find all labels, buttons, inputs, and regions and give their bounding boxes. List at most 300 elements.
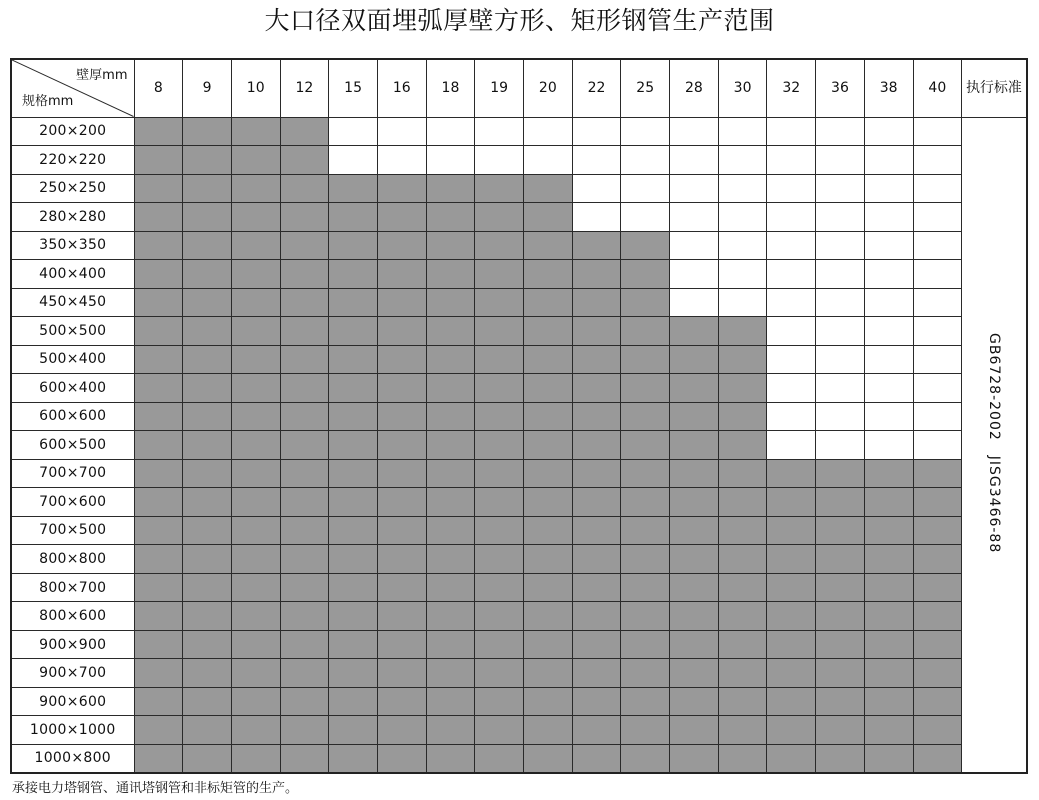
available-cell [329,288,378,317]
available-cell [475,231,524,260]
unavailable-cell [816,203,865,232]
available-cell [767,716,816,745]
available-cell [134,203,183,232]
size-cell: 220×220 [11,146,134,175]
available-cell [475,431,524,460]
available-cell [475,174,524,203]
available-cell [329,659,378,688]
unavailable-cell [718,146,767,175]
unavailable-cell [718,203,767,232]
unavailable-cell [864,402,913,431]
available-cell [134,516,183,545]
available-cell [572,716,621,745]
available-cell [572,402,621,431]
available-cell [767,744,816,773]
available-cell [231,488,280,517]
thickness-header: 38 [864,59,913,117]
unavailable-cell [816,345,865,374]
available-cell [231,203,280,232]
unavailable-cell [913,345,962,374]
available-cell [183,317,232,346]
available-cell [183,203,232,232]
table-row [11,488,1027,517]
available-cell [231,402,280,431]
standard-cell [962,117,1027,773]
available-cell [183,545,232,574]
table-row [11,659,1027,688]
available-cell [913,459,962,488]
table-row [11,174,1027,203]
table-row [11,459,1027,488]
available-cell [621,545,670,574]
available-cell [621,744,670,773]
available-cell [572,488,621,517]
unavailable-cell [767,402,816,431]
available-cell [329,402,378,431]
unavailable-cell [377,117,426,146]
available-cell [183,146,232,175]
available-cell [524,516,573,545]
available-cell [475,374,524,403]
available-cell [280,716,329,745]
available-cell [816,488,865,517]
available-cell [329,174,378,203]
available-cell [913,716,962,745]
available-cell [231,431,280,460]
available-cell [572,630,621,659]
available-cell [572,317,621,346]
available-cell [426,630,475,659]
available-cell [621,573,670,602]
available-cell [183,288,232,317]
available-cell [816,602,865,631]
unavailable-cell [816,117,865,146]
available-cell [670,744,719,773]
available-cell [621,288,670,317]
unavailable-cell [572,117,621,146]
available-cell [572,431,621,460]
available-cell [183,687,232,716]
available-cell [913,573,962,602]
available-cell [377,317,426,346]
unavailable-cell [767,288,816,317]
available-cell [670,687,719,716]
available-cell [670,545,719,574]
unavailable-cell [913,374,962,403]
table-row [11,146,1027,175]
available-cell [134,488,183,517]
available-cell [329,431,378,460]
thickness-header: 19 [475,59,524,117]
available-cell [134,573,183,602]
size-cell: 280×280 [11,203,134,232]
available-cell [280,659,329,688]
size-cell: 700×600 [11,488,134,517]
table-row [11,431,1027,460]
available-cell [231,345,280,374]
available-cell [280,687,329,716]
available-cell [183,744,232,773]
available-cell [280,431,329,460]
available-cell [426,345,475,374]
unavailable-cell [670,117,719,146]
available-cell [426,203,475,232]
available-cell [572,744,621,773]
standard-header: 执行标准 [962,59,1027,117]
available-cell [426,659,475,688]
available-cell [134,231,183,260]
size-cell: 450×450 [11,288,134,317]
available-cell [280,402,329,431]
available-cell [718,431,767,460]
available-cell [864,573,913,602]
available-cell [670,630,719,659]
available-cell [134,630,183,659]
standard-text: GB6728-2002 JISG3466-88 [985,333,1002,554]
available-cell [475,459,524,488]
available-cell [524,288,573,317]
table-row [11,744,1027,773]
table-row [11,630,1027,659]
available-cell [183,516,232,545]
available-cell [524,374,573,403]
unavailable-cell [913,174,962,203]
unavailable-cell [864,203,913,232]
available-cell [816,716,865,745]
unavailable-cell [621,117,670,146]
unavailable-cell [913,203,962,232]
available-cell [183,374,232,403]
thickness-header: 40 [913,59,962,117]
available-cell [183,231,232,260]
available-cell [377,174,426,203]
thickness-header: 20 [524,59,573,117]
available-cell [280,231,329,260]
available-cell [475,545,524,574]
available-cell [718,516,767,545]
available-cell [524,231,573,260]
available-cell [134,288,183,317]
unavailable-cell [913,260,962,289]
available-cell [280,630,329,659]
available-cell [864,630,913,659]
available-cell [864,545,913,574]
available-cell [183,630,232,659]
unavailable-cell [767,260,816,289]
table-row [11,716,1027,745]
available-cell [134,716,183,745]
available-cell [475,317,524,346]
size-cell: 400×400 [11,260,134,289]
available-cell [524,317,573,346]
available-cell [231,516,280,545]
thickness-header: 10 [231,59,280,117]
available-cell [231,545,280,574]
table-row [11,573,1027,602]
thickness-header: 36 [816,59,865,117]
available-cell [621,659,670,688]
available-cell [183,260,232,289]
unavailable-cell [767,431,816,460]
unavailable-cell [864,146,913,175]
available-cell [231,260,280,289]
size-cell: 600×500 [11,431,134,460]
size-cell: 700×500 [11,516,134,545]
available-cell [718,374,767,403]
available-cell [231,716,280,745]
available-cell [475,345,524,374]
available-cell [572,231,621,260]
available-cell [426,488,475,517]
available-cell [377,231,426,260]
available-cell [134,459,183,488]
unavailable-cell [718,260,767,289]
size-label: 规格mm [22,93,74,109]
available-cell [718,345,767,374]
size-cell: 700×700 [11,459,134,488]
available-cell [718,317,767,346]
available-cell [183,117,232,146]
unavailable-cell [864,431,913,460]
available-cell [280,117,329,146]
available-cell [621,374,670,403]
available-cell [134,687,183,716]
available-cell [572,687,621,716]
available-cell [572,459,621,488]
available-cell [280,203,329,232]
table-row [11,345,1027,374]
available-cell [475,488,524,517]
available-cell [426,602,475,631]
available-cell [377,203,426,232]
available-cell [524,573,573,602]
available-cell [475,260,524,289]
available-cell [864,602,913,631]
size-cell: 800×800 [11,545,134,574]
available-cell [524,203,573,232]
available-cell [670,659,719,688]
available-cell [329,345,378,374]
available-cell [231,288,280,317]
available-cell [718,402,767,431]
available-cell [183,459,232,488]
size-cell: 900×600 [11,687,134,716]
available-cell [377,431,426,460]
unavailable-cell [670,231,719,260]
available-cell [572,516,621,545]
unavailable-cell [864,288,913,317]
thickness-header: 32 [767,59,816,117]
unavailable-cell [816,260,865,289]
available-cell [329,317,378,346]
available-cell [329,260,378,289]
available-cell [329,744,378,773]
available-cell [377,744,426,773]
available-cell [377,573,426,602]
available-cell [621,260,670,289]
thickness-header: 15 [329,59,378,117]
unavailable-cell [913,288,962,317]
available-cell [329,602,378,631]
unavailable-cell [767,203,816,232]
unavailable-cell [816,402,865,431]
unavailable-cell [767,374,816,403]
available-cell [718,659,767,688]
available-cell [524,602,573,631]
unavailable-cell [572,174,621,203]
available-cell [913,602,962,631]
unavailable-cell [913,117,962,146]
table-row [11,545,1027,574]
size-cell: 800×700 [11,573,134,602]
unavailable-cell [767,231,816,260]
available-cell [377,659,426,688]
available-cell [426,744,475,773]
available-cell [377,260,426,289]
available-cell [231,459,280,488]
available-cell [864,488,913,517]
available-cell [377,459,426,488]
table-row [11,317,1027,346]
thickness-header: 9 [183,59,232,117]
available-cell [864,744,913,773]
thickness-header: 18 [426,59,475,117]
available-cell [280,744,329,773]
size-cell: 600×600 [11,402,134,431]
available-cell [524,459,573,488]
available-cell [231,146,280,175]
table-body [11,117,1027,773]
available-cell [280,174,329,203]
size-cell: 800×600 [11,602,134,631]
unavailable-cell [864,174,913,203]
available-cell [329,716,378,745]
available-cell [377,402,426,431]
unavailable-cell [816,231,865,260]
unavailable-cell [670,203,719,232]
available-cell [816,659,865,688]
thickness-header: 16 [377,59,426,117]
available-cell [524,402,573,431]
available-cell [426,545,475,574]
available-cell [280,260,329,289]
available-cell [524,260,573,289]
available-cell [231,687,280,716]
table-row [11,402,1027,431]
available-cell [280,488,329,517]
available-cell [329,374,378,403]
unavailable-cell [913,231,962,260]
available-cell [134,545,183,574]
available-cell [913,744,962,773]
size-cell: 1000×1000 [11,716,134,745]
unavailable-cell [816,174,865,203]
size-cell: 250×250 [11,174,134,203]
thickness-header: 12 [280,59,329,117]
available-cell [816,516,865,545]
available-cell [524,659,573,688]
unavailable-cell [524,117,573,146]
available-cell [816,545,865,574]
unavailable-cell [816,431,865,460]
available-cell [377,687,426,716]
available-cell [231,659,280,688]
available-cell [524,488,573,517]
available-cell [767,545,816,574]
available-cell [377,630,426,659]
table-row [11,117,1027,146]
unavailable-cell [816,317,865,346]
available-cell [670,374,719,403]
available-cell [864,659,913,688]
available-cell [134,744,183,773]
unavailable-cell [621,146,670,175]
available-cell [280,545,329,574]
available-cell [183,716,232,745]
available-cell [913,488,962,517]
available-cell [621,716,670,745]
unavailable-cell [475,146,524,175]
available-cell [913,545,962,574]
available-cell [231,630,280,659]
header-row [11,59,1027,117]
unavailable-cell [816,288,865,317]
unavailable-cell [329,146,378,175]
unavailable-cell [767,345,816,374]
table-row [11,260,1027,289]
table-row [11,203,1027,232]
available-cell [134,402,183,431]
thickness-header: 28 [670,59,719,117]
unavailable-cell [913,402,962,431]
available-cell [572,374,621,403]
unavailable-cell [670,260,719,289]
size-cell: 900×900 [11,630,134,659]
available-cell [572,573,621,602]
available-cell [718,687,767,716]
available-cell [670,488,719,517]
unavailable-cell [767,317,816,346]
size-cell: 600×400 [11,374,134,403]
size-cell: 900×700 [11,659,134,688]
available-cell [134,374,183,403]
available-cell [134,117,183,146]
size-cell: 500×500 [11,317,134,346]
available-cell [670,431,719,460]
available-cell [134,146,183,175]
available-cell [475,573,524,602]
available-cell [816,459,865,488]
available-cell [572,545,621,574]
available-cell [231,317,280,346]
available-cell [329,459,378,488]
available-cell [183,345,232,374]
page-title: 大口径双面埋弧厚壁方形、矩形钢管生产范围 [264,6,775,35]
available-cell [377,488,426,517]
available-cell [231,117,280,146]
available-cell [134,602,183,631]
available-cell [426,459,475,488]
unavailable-cell [864,260,913,289]
unavailable-cell [670,146,719,175]
available-cell [329,573,378,602]
available-cell [426,260,475,289]
thickness-header: 25 [621,59,670,117]
table-row [11,288,1027,317]
available-cell [572,260,621,289]
available-cell [767,573,816,602]
available-cell [280,317,329,346]
